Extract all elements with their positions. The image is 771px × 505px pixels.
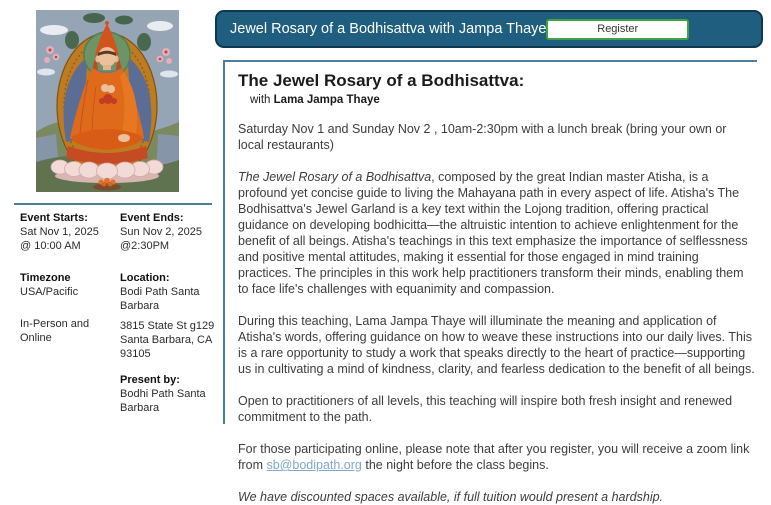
event-description-panel [223,60,757,504]
address-line-3: 93105 [120,348,151,360]
subtitle-prefix: with [250,94,274,106]
paragraph-1-text: , composed by the great Indian master Atisha, is a profound yet concise guide to living the Mahayana path in every aspect of life. Atisha's The Bodhisattva's Jewel Garland is a key text within the Lojong tradition, offering practical guidance on developing bodhicitta—the altruistic intention to achieve enlightenment for the benefit of all beings. Atisha's teachings in this text emphasize the importance of selflessness and positive mental attitudes, making it essential for those engaged in mind training practices. The principles in this work help practitioners transform their minds, enabling them to face life's challenges with equanimity and compassion. [238,170,748,296]
description-paragraph-1 [238,169,755,297]
schedule-line: Saturday Nov 1 and Sunday Nov 2 , 10am-2:30pm with a lunch break (bring your own or local restaurants) [238,122,727,152]
event-ends-time: @2:30PM [120,240,170,252]
presenter-name: Bodhi Path Santa Barbara [120,388,206,414]
event-ends [120,211,218,253]
event-starts-time: @ 10:00 AM [20,240,81,252]
description-paragraph-4 [238,441,755,473]
location [120,271,218,313]
event-starts-label: Event Starts: [20,212,88,224]
page-subtitle [250,94,755,106]
paragraph-4-text-before: For those participating online, please note that after you register, you will receive a zoom link from [238,442,750,472]
event-details-column-right [120,211,218,433]
email-link[interactable]: sb@bodipath.org [266,458,362,472]
banner-title: Jewel Rosary of a Bodhisattva with Jampa Thaye [230,21,547,37]
thangka-artwork [36,10,179,192]
event-details-panel [20,211,220,433]
book-title-italic: The Jewel Rosary of a Bodhisattva [238,170,432,184]
address-line-1: 3815 State St g129 [120,320,215,332]
register-button[interactable]: Register [546,19,689,40]
timezone [20,271,120,299]
address-line-2: Santa Barbara, CA [120,334,213,346]
timezone-value: USA/Pacific [20,286,79,298]
location-address [120,319,218,361]
location-name: Bodi Path Santa Barbara [120,286,200,312]
event-starts-date: Sat Nov 1, 2025 [20,226,99,238]
description-paragraph-3: Open to practitioners of all levels, this teaching will inspire both fresh insight and renewed commitment to the path. [238,394,733,424]
event-ends-label: Event Ends: [120,212,184,224]
teacher-name: Lama Jampa Thaye [273,94,380,106]
description-paragraph-2: During this teaching, Lama Jampa Thaye will illuminate the meaning and application of Atisha's words, offering guidance on how to weave these instructions into our daily lives. This is a rare opportunity to study a work that speaks directly to the heart of practice—supporting us in cultivating a mind of kindness, clarity, and fearless dedication to the benefit of all beings. [238,314,755,376]
event-ends-date: Sun Nov 2, 2025 [120,226,202,238]
event-banner [215,10,763,48]
event-starts [20,211,120,253]
event-details-column-left [20,211,120,433]
page-title: The Jewel Rosary of a Bodhisattva: [238,71,525,90]
attendance-mode [20,317,120,345]
thangka-image [36,10,179,192]
attendance-value: In-Person and Online [20,318,90,344]
discount-note: We have discounted spaces available, if full tuition would present a hardship. [238,490,664,504]
presenter-label: Present by: [120,374,180,386]
paragraph-4-text-after: the night before the class begins. [361,458,549,472]
sidebar-divider [14,203,212,205]
presenter [120,373,218,415]
location-label: Location: [120,272,170,284]
timezone-label: Timezone [20,272,71,284]
